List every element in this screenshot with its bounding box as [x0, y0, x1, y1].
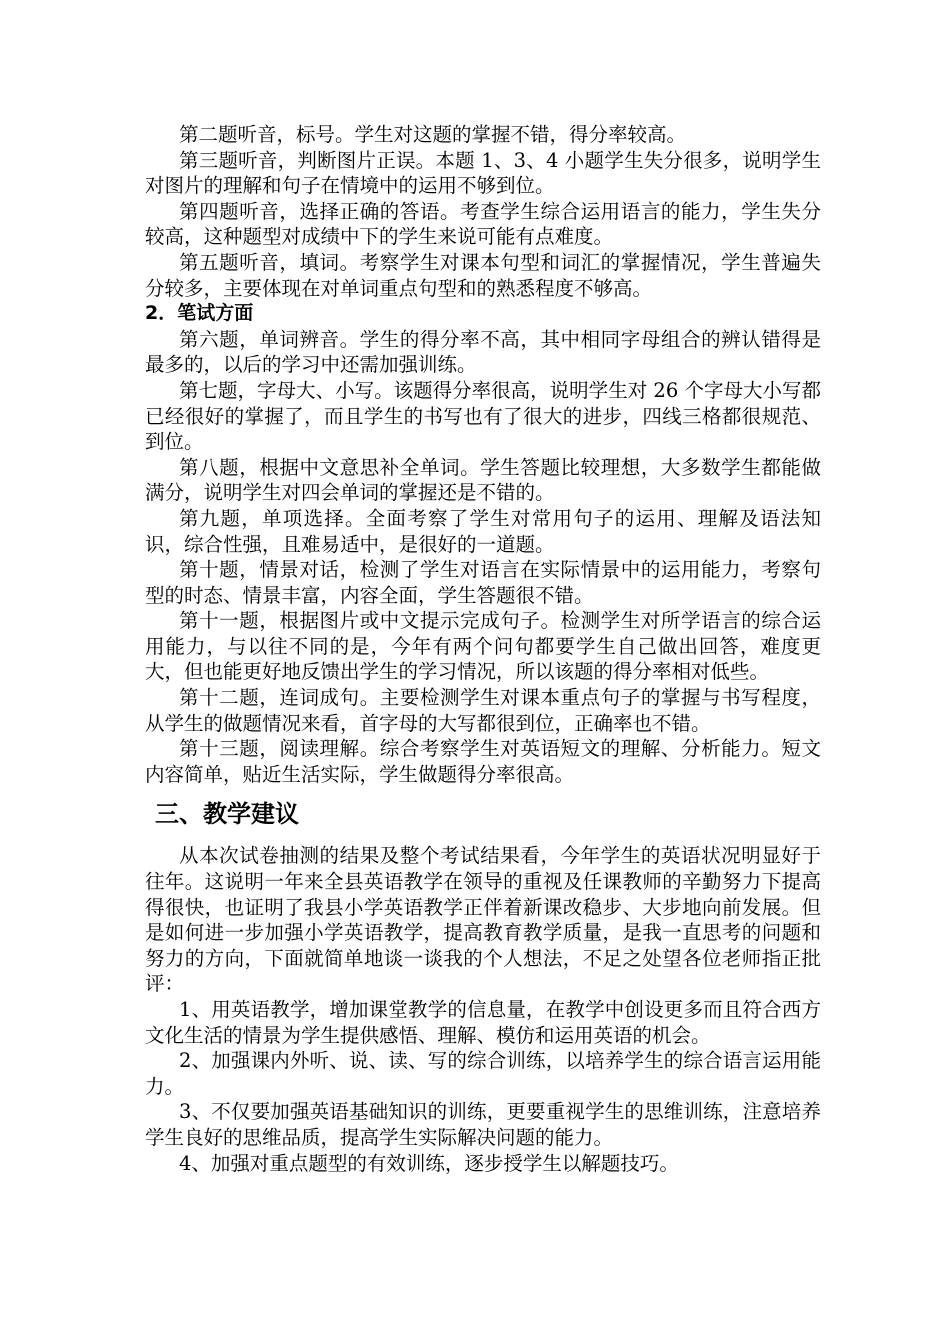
- listening-q2-paragraph: 第二题听音，标号。学生对这题的掌握不错，得分率较高。: [179, 123, 687, 146]
- listening-q4-paragraph: 第四题听音，选择正确的答语。考查学生综合运用语言的能力，学生失分较高，这种题型对成绩中下的学生来说可能有点难度。: [145, 199, 821, 249]
- teaching-suggestions-heading: 三、教学建议: [155, 800, 299, 829]
- written-q13-paragraph: 第十三题，阅读理解。综合考察学生对英语短文的理解、分析能力。短文内容简单，贴近生活实际，学生做题得分率很高。: [145, 737, 821, 786]
- written-q6-paragraph: 第六题，单词辨音。学生的得分率不高，其中相同字母组合的辨认错得是最多的，以后的学习中还需加强训练。: [145, 327, 821, 377]
- written-section-heading: 2．笔试方面: [145, 302, 254, 325]
- written-q8-paragraph: 第八题，根据中文意思补全单词。学生答题比较理想，大多数学生都能做满分，说明学生对四会单词的掌握还是不错的。: [145, 455, 821, 505]
- suggestion-3: 3、不仅要加强英语基础知识的训练，更要重视学生的思维训练，注意培养学生良好的思维品质，提高学生实际解决问题的能力。: [145, 1100, 821, 1149]
- written-q12-paragraph: 第十二题，连词成句。主要检测学生对课本重点句子的掌握与书写程度，从学生的做题情况来看，首字母的大写都很到位，正确率也不错。: [145, 686, 821, 735]
- written-q9-paragraph: 第九题，单项选择。全面考察了学生对常用句子的运用、理解及语法知识，综合性强，且难易适中，是很好的一道题。: [145, 506, 821, 556]
- listening-q3-paragraph: 第三题听音，判断图片正误。本题 1、3、4 小题学生失分很多，说明学生对图片的理解和句子在情境中的运用不够到位。: [145, 148, 821, 198]
- suggestions-intro-paragraph: 从本次试卷抽测的结果及整个考试结果看，今年学生的英语状况明显好于往年。这说明一年来全县英语教学在领导的重视及任课教师的辛勤努力下提高得很快，也证明了我县小学英语教学正伴着新课改稳步、大步地向前发展。但是如何进一步加强小学英语教学，提高教育教学质量，是我一直思考的问题和努力的方向，下面就简单地谈一谈我的个人想法，不足之处望各位老师指正批评：: [145, 844, 821, 996]
- suggestion-1: 1、用英语教学，增加课堂教学的信息量，在教学中创设更多而且符合西方文化生活的情景为学生提供感悟、理解、模仿和运用英语的机会。: [145, 998, 821, 1047]
- listening-q5-paragraph: 第五题听音，填词。考察学生对课本句型和词汇的掌握情况，学生普遍失分较多，主要体现在对单词重点句型和的熟悉程度不够高。: [145, 250, 821, 300]
- suggestion-2: 2、加强课内外听、说、读、写的综合训练，以培养学生的综合语言运用能力。: [145, 1049, 821, 1098]
- written-q10-paragraph: 第十题，情景对话，检测了学生对语言在实际情景中的运用能力，考察句型的时态、情景丰富，内容全面，学生答题很不错。: [145, 558, 821, 607]
- document-body: [145, 122, 821, 1176]
- suggestion-4: 4、加强对重点题型的有效训练，逐步授学生以解题技巧。: [179, 1151, 679, 1175]
- written-q7-paragraph: 第七题，字母大、小写。该题得分率很高，说明学生对 26 个字母大小写都已经很好的掌握了，而且学生的书写也有了很大的进步，四线三格都很规范、到位。: [145, 378, 821, 454]
- written-q11-paragraph: 第十一题，根据图片或中文提示完成句子。检测学生对所学语言的综合运用能力，与以往不同的是，今年有两个问句都要学生自己做出回答，难度更大，但也能更好地反馈出学生的学习情况，所以该题的得分率相对低些。: [145, 609, 821, 684]
